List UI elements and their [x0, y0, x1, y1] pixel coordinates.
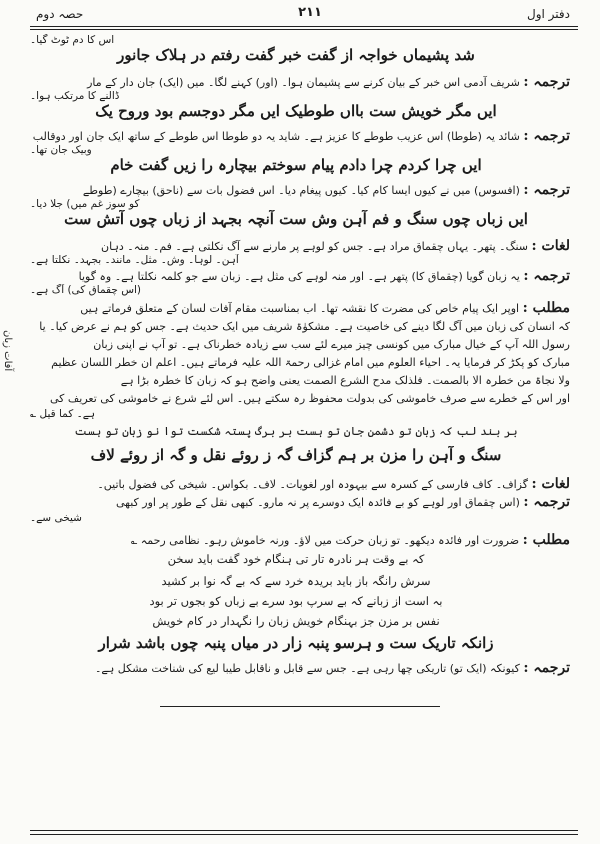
verse-line: زانکہ تاریک ست و ہرسو پنبہ زار در میاں پنبہ چوں باشد شرار — [98, 634, 494, 652]
note-line: وبیک جان تھا۔ — [30, 144, 92, 156]
prose-text: اور اس کے خطرے سے صرف خاموشی کی بدولت محفوظ رہ سکتے ہیں۔ اس لئے شرع نے خاموشی کی تعریف کی — [50, 392, 570, 405]
prose-text: گزاف۔ کاف فارسی کے کسرہ سے بیہودہ اور لغویات۔ لاف۔ بکواس۔ شیخی کی فضول باتیں۔ — [97, 478, 528, 491]
header-rule-thin — [30, 29, 578, 30]
prose-text: ولا نجاۃ من خطرہ الا بالصمت۔ فلذلک مدح الشرع الصمت یعنی واضح ہو کہ زبان کا خطرہ بڑا ہے — [120, 374, 570, 387]
prose-line — [22, 354, 570, 371]
prose-line — [22, 336, 570, 353]
prose-text: شائد یہ (طوطا) اس عزیب طوطے کا عزیز ہے۔ شاید یہ دو طوطا اس طوطے کے ساتھ ایک جان اور دوقالب — [32, 130, 520, 143]
prose-line — [22, 532, 570, 549]
prose-line — [22, 494, 570, 511]
footer-rule-thin — [30, 834, 578, 835]
note-line: اس کا دم ٹوٹ گیا۔ — [30, 34, 115, 46]
book-title: دفتر اول — [527, 7, 570, 21]
prose-text: کیونکہ (ایک تو) تاریکی چھا رہی ہے۔ جس سے قابل و ناقابل طیبا لیع کی شناخت مشکل ہے۔ — [94, 662, 520, 675]
section-label: ترجمہ : — [523, 268, 570, 284]
note-line: شیخی سے۔ — [30, 512, 82, 524]
note-line: آہن۔ لوہا۔ وش۔ مثل۔ مانند۔ بجہد۔ نکلتا ہے۔ — [30, 254, 239, 266]
prose-text: کہ انسان کی زبان میں آگ لگا دینے کی خاصیت ہے۔ مشکوٰۃ شریف میں ایک حدیث ہے۔ جس کو ہم نے عرض کیا۔ یا — [39, 320, 570, 333]
prose-line — [22, 182, 570, 199]
section-label: ترجمہ : — [523, 660, 570, 676]
verse-line: بہ است از زبانے کہ بے سرپ بود سرے بے زباں کو بجوں تر بود — [149, 594, 443, 608]
section-label: لغات : — [531, 476, 570, 492]
prose-line — [22, 660, 570, 677]
book-part: حصہ دوم — [36, 7, 84, 21]
prose-line — [22, 300, 570, 317]
prose-text: شریف آدمی اس خبر کے بیان کرنے سے پشیمان ہوا۔ (اور) کہنے لگا۔ میں (ایک) جان دار کے مار — [87, 76, 520, 89]
section-label: مطلب : — [522, 532, 570, 548]
footer-rule — [30, 830, 578, 831]
verse-line: سرش رانگہ باز باید بریدہ خرد سے کہ بے گہ نوا بر کشید — [161, 574, 431, 588]
prose-line — [22, 238, 570, 255]
verse-line: کہ بے وقت ہر نادرہ تار تی ہنگام خود گفت باید سخن — [167, 552, 425, 566]
prose-line — [22, 476, 570, 493]
section-label: ترجمہ : — [523, 494, 570, 510]
verse-line: بر بند لب کہ زبان تو دشمن جان تو ہست بر برگ پستہ شکست توا نو زبان تو ہست — [74, 424, 518, 438]
verse-line: ایں مگر خویش ست بااں طوطیک ایں مگر دوجسم بود وروح یک — [95, 102, 497, 120]
prose-text: رسول اللہ آپ کے خیال مبارک میں کونسی چیز میرے لئے سب سے زیادہ خطرناک ہے۔ تو آپ نے اپنی زبان — [93, 338, 570, 351]
note-line: (اس چقماق کی) آگ ہے۔ — [30, 284, 142, 296]
prose-text: یہ زبان گویا (چقماق کا) پتھر ہے۔ اور منہ لوہے کی مثل ہے۔ زبان سے جو کلمہ نکلتا ہے۔ وہ گویا — [78, 270, 520, 283]
prose-text: اوپر ایک پیام خاص کی مضرت کا نقشہ تھا۔ اب بمناسبت مقام آفات لسان کے متعلق فرماتے ہیں — [80, 302, 520, 315]
prose-text: سنگ۔ پتھر۔ یہاں چقماق مراد ہے۔ جس کو لوہے پر مارنے سے آگ نکلتی ہے۔ فم۔ منہ۔ دہان — [101, 240, 528, 253]
note-line: کو سوز غم میں) جلا دیا۔ — [30, 198, 140, 210]
section-divider — [160, 706, 440, 707]
verse-line: نفس بر مزن جز بہنگام خویش زبان را نگہدار در کام خویش — [152, 614, 440, 628]
section-label: ترجمہ : — [523, 182, 570, 198]
prose-text: (اس چقماق اور لوہے کو بے فائدہ ایک دوسرے پر نہ مارو۔ کبھی نقل کے طور پر اور کبھی — [115, 496, 520, 509]
verse-line: سنگ و آہن را مزن بر ہم گزاف گہ ز روئے نقل و گہ از روئے لاف — [90, 446, 502, 464]
prose-line — [22, 390, 570, 407]
prose-line — [22, 318, 570, 335]
note-line: ہے۔ کما قیل ؎ — [30, 408, 96, 420]
verse-line: شد پشیماں خواجہ از گفت خبر گفت رفتم در ہلاک جانور — [117, 46, 475, 64]
prose-text: ضرورت اور فائدہ دیکھو۔ تو زبان حرکت میں لاؤ۔ ورنہ خاموش رہو۔ نظامی رحمہ ؎ — [130, 534, 520, 547]
verse-line: ایں زباں چوں سنگ و فم آہن وش ست آنچہ بجہد از زباں چوں آتش ست — [64, 210, 528, 228]
prose-line — [22, 74, 570, 91]
prose-line — [22, 128, 570, 145]
section-label: مطلب : — [522, 300, 570, 316]
section-label: لغات : — [531, 238, 570, 254]
margin-note-text: آفات زبان — [2, 330, 13, 372]
prose-text: مبارک کو پکڑ کر فرمایا یہ۔ احیاء العلوم میں امام غزالی رحمۃ اللہ علیہ فرماتے ہیں۔ اعلم ان خطر اللسان عظیم — [51, 356, 570, 369]
prose-line — [22, 372, 570, 389]
prose-line — [22, 268, 570, 285]
note-line: ڈالنے کا مرتکب ہوا۔ — [30, 90, 120, 102]
prose-text: (افسوس) میں نے کیوں ایسا کام کیا۔ کیوں پیغام دیا۔ اس فضول بات سے (ناحق) بیچارے (طوطے — [82, 184, 520, 197]
section-label: ترجمہ : — [523, 128, 570, 144]
header-rule — [30, 26, 578, 27]
verse-line: ایں چرا کردم چرا دادم پیام سوختم بیچارہ را زیں گفت خام — [110, 156, 482, 174]
section-label: ترجمہ : — [523, 74, 570, 90]
page-number: ۲۱۱ — [298, 5, 322, 20]
